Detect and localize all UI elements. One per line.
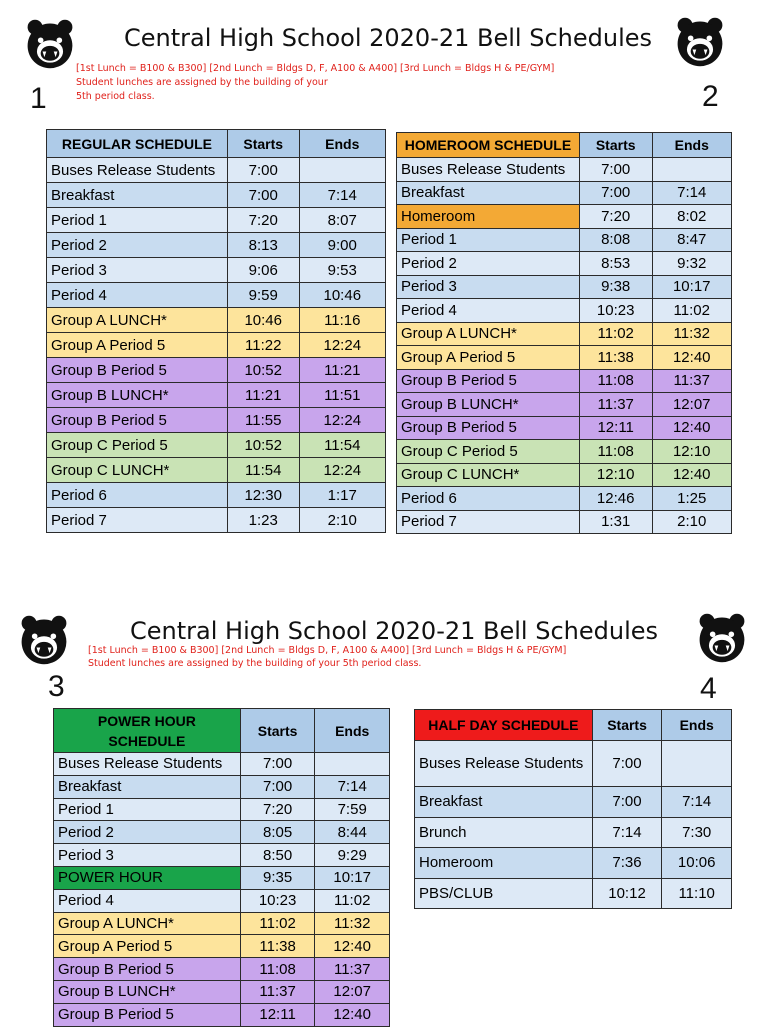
start-cell: 7:00 [592,741,662,787]
event-cell: Group A Period 5 [397,346,580,370]
event-cell: Group B Period 5 [47,358,228,383]
regular-schedule-table [46,129,386,533]
event-cell: Group A LUNCH* [47,308,228,333]
table-row [415,787,732,818]
table-row [397,158,732,182]
end-cell: 2:10 [299,508,385,533]
end-cell: 7:59 [315,798,390,821]
table-row [415,817,732,848]
event-cell: Period 1 [54,798,241,821]
event-cell: Group B Period 5 [397,416,580,440]
end-cell: 7:14 [652,181,732,205]
end-cell: 1:25 [652,487,732,511]
end-cell: 12:24 [299,408,385,433]
table-row [54,821,390,844]
start-cell: 11:22 [227,333,299,358]
event-cell: Period 3 [397,275,580,299]
start-cell: 11:38 [579,346,652,370]
end-cell: 9:32 [652,252,732,276]
end-cell: 7:14 [315,775,390,798]
end-cell: 9:29 [315,844,390,867]
end-cell: 12:07 [315,980,390,1003]
start-cell: 8:13 [227,233,299,258]
end-cell: 11:51 [299,383,385,408]
lunch-note: [1st Lunch = B100 & B300] [2nd Lunch = Bldgs D, F, A100 & A400] [3rd Lunch = Bldgs H & PE/GYM] [76,63,555,74]
event-cell: Period 1 [397,228,580,252]
table-row [54,912,390,935]
start-cell: 8:53 [579,252,652,276]
end-cell: 11:37 [652,369,732,393]
table-row [47,258,386,283]
table-row [47,483,386,508]
end-cell: 11:32 [315,912,390,935]
page-title: Central High School 2020-21 Bell Schedules [124,24,652,52]
end-cell: 7:14 [299,183,385,208]
table-row [54,980,390,1003]
end-cell: 12:07 [652,393,732,417]
table-row [47,508,386,533]
event-cell: Breakfast [54,775,241,798]
table-row [47,183,386,208]
start-cell: 12:30 [227,483,299,508]
event-cell: Period 4 [47,283,228,308]
lunch-note: Student lunches are assigned by the building of your 5th period class. [88,658,422,669]
event-cell: Group B LUNCH* [397,393,580,417]
event-cell: Period 4 [54,889,241,912]
start-cell: 7:00 [240,775,315,798]
start-cell: 8:08 [579,228,652,252]
schedule-number: 3 [48,670,65,703]
homeroom-schedule-table [396,132,732,534]
end-cell: 7:30 [662,817,732,848]
end-cell: 12:40 [315,1003,390,1026]
table-row [397,275,732,299]
event-cell: Breakfast [397,181,580,205]
end-cell: 10:06 [662,848,732,879]
start-cell: 7:00 [227,158,299,183]
event-cell: Buses Release Students [397,158,580,182]
event-cell: Group A Period 5 [47,333,228,358]
ends-header: Ends [652,133,732,158]
start-cell: 1:31 [579,510,652,534]
start-cell: 11:21 [227,383,299,408]
event-cell: POWER HOUR [54,866,241,889]
table-row [415,878,732,909]
table-row [54,935,390,958]
table-row [47,283,386,308]
end-cell: 11:10 [662,878,732,909]
end-cell: 10:17 [315,866,390,889]
table-row [415,848,732,879]
end-cell: 11:02 [315,889,390,912]
end-cell: 12:40 [315,935,390,958]
start-cell: 9:35 [240,866,315,889]
table-row [47,458,386,483]
bear-mascot-icon [672,14,728,70]
start-cell: 11:02 [240,912,315,935]
table-title: REGULAR SCHEDULE [47,130,228,158]
event-cell: Period 3 [54,844,241,867]
end-cell: 12:40 [652,346,732,370]
end-cell: 8:44 [315,821,390,844]
start-cell: 9:59 [227,283,299,308]
table-row [47,233,386,258]
start-cell: 10:12 [592,878,662,909]
start-cell: 7:00 [240,753,315,776]
table-row [397,416,732,440]
schedule-number: 2 [702,80,719,113]
start-cell: 7:20 [227,208,299,233]
table-header-row [47,130,386,158]
end-cell: 12:24 [299,333,385,358]
table-row [54,1003,390,1026]
bear-mascot-icon [22,16,78,72]
start-cell: 10:23 [240,889,315,912]
table-row [397,487,732,511]
event-cell: Group A LUNCH* [397,322,580,346]
table-row [47,308,386,333]
table-row [47,158,386,183]
table-row [397,510,732,534]
table-row [47,433,386,458]
end-cell: 12:40 [652,416,732,440]
end-cell: 11:37 [315,958,390,981]
start-cell: 7:20 [579,205,652,229]
lunch-note: [1st Lunch = B100 & B300] [2nd Lunch = Bldgs D, F, A100 & A400] [3rd Lunch = Bldgs H & PE/GYM] [88,645,567,656]
event-cell: Period 6 [47,483,228,508]
table-row [54,798,390,821]
end-cell: 11:32 [652,322,732,346]
table-row [47,333,386,358]
start-cell: 9:38 [579,275,652,299]
table-row [47,383,386,408]
ends-header: Ends [315,709,390,753]
end-cell: 8:47 [652,228,732,252]
start-cell: 11:02 [579,322,652,346]
start-cell: 11:38 [240,935,315,958]
lunch-note: Student lunches are assigned by the building of your [76,77,328,88]
start-cell: 8:50 [240,844,315,867]
starts-header: Starts [579,133,652,158]
end-cell [315,753,390,776]
event-cell: Group B LUNCH* [47,383,228,408]
ends-header: Ends [662,710,732,741]
lunch-note: 5th period class. [76,91,155,102]
schedule-number: 1 [30,82,47,115]
table-row [54,958,390,981]
event-cell: Period 7 [47,508,228,533]
end-cell [652,158,732,182]
start-cell: 11:08 [240,958,315,981]
event-cell: Group B Period 5 [54,958,241,981]
table-row [54,775,390,798]
event-cell: Buses Release Students [415,741,593,787]
table-row [47,208,386,233]
ends-header: Ends [299,130,385,158]
bear-mascot-icon [694,610,750,666]
table-row [397,393,732,417]
starts-header: Starts [227,130,299,158]
table-row [397,181,732,205]
start-cell: 10:23 [579,299,652,323]
event-cell: Group B LUNCH* [54,980,241,1003]
table-row [397,369,732,393]
event-cell: PBS/CLUB [415,878,593,909]
start-cell: 12:11 [240,1003,315,1026]
table-row [54,866,390,889]
end-cell: 12:24 [299,458,385,483]
start-cell: 12:10 [579,463,652,487]
event-cell: Group A Period 5 [54,935,241,958]
table-header-row [54,709,390,753]
event-cell: Group B Period 5 [397,369,580,393]
end-cell: 12:40 [652,463,732,487]
start-cell: 7:00 [579,181,652,205]
start-cell: 7:20 [240,798,315,821]
end-cell: 9:00 [299,233,385,258]
start-cell: 11:54 [227,458,299,483]
start-cell: 7:00 [579,158,652,182]
table-row [54,889,390,912]
event-cell: Group C LUNCH* [397,463,580,487]
start-cell: 10:52 [227,433,299,458]
end-cell: 11:54 [299,433,385,458]
table-row [47,358,386,383]
event-cell: Breakfast [47,183,228,208]
event-cell: Brunch [415,817,593,848]
event-cell: Period 2 [47,233,228,258]
event-cell: Period 2 [397,252,580,276]
start-cell: 11:55 [227,408,299,433]
start-cell: 11:08 [579,440,652,464]
start-cell: 8:05 [240,821,315,844]
end-cell: 12:10 [652,440,732,464]
table-row [397,299,732,323]
end-cell: 9:53 [299,258,385,283]
event-cell: Buses Release Students [47,158,228,183]
event-cell: Period 6 [397,487,580,511]
schedule-number: 4 [700,672,717,705]
starts-header: Starts [592,710,662,741]
start-cell: 11:37 [240,980,315,1003]
end-cell: 7:14 [662,787,732,818]
end-cell [662,741,732,787]
event-cell: Period 2 [54,821,241,844]
end-cell: 11:21 [299,358,385,383]
table-header-row [397,133,732,158]
power-hour-schedule-table [53,708,390,1027]
event-cell: Buses Release Students [54,753,241,776]
start-cell: 10:46 [227,308,299,333]
event-cell: Homeroom [415,848,593,879]
end-cell: 11:02 [652,299,732,323]
table-title: POWER HOUR SCHEDULE [54,709,241,753]
start-cell: 10:52 [227,358,299,383]
table-header-row [415,710,732,741]
start-cell: 11:08 [579,369,652,393]
start-cell: 7:00 [227,183,299,208]
table-row [54,844,390,867]
end-cell: 11:16 [299,308,385,333]
event-cell: Period 4 [397,299,580,323]
event-cell: Homeroom [397,205,580,229]
table-row [47,408,386,433]
half-day-schedule-table [414,709,732,909]
table-row [397,463,732,487]
start-cell: 9:06 [227,258,299,283]
event-cell: Group A LUNCH* [54,912,241,935]
table-row [397,322,732,346]
end-cell: 8:07 [299,208,385,233]
event-cell: Period 1 [47,208,228,233]
table-row [397,346,732,370]
event-cell: Breakfast [415,787,593,818]
event-cell: Group C LUNCH* [47,458,228,483]
page-title: Central High School 2020-21 Bell Schedules [130,617,658,645]
table-row [54,753,390,776]
event-cell: Group C Period 5 [397,440,580,464]
start-cell: 7:00 [592,787,662,818]
bear-mascot-icon [16,612,72,668]
starts-header: Starts [240,709,315,753]
table-title: HOMEROOM SCHEDULE [397,133,580,158]
end-cell [299,158,385,183]
table-row [397,252,732,276]
table-title: HALF DAY SCHEDULE [415,710,593,741]
start-cell: 7:14 [592,817,662,848]
event-cell: Group B Period 5 [47,408,228,433]
table-row [397,205,732,229]
end-cell: 10:46 [299,283,385,308]
event-cell: Group B Period 5 [54,1003,241,1026]
end-cell: 8:02 [652,205,732,229]
event-cell: Period 7 [397,510,580,534]
start-cell: 11:37 [579,393,652,417]
start-cell: 12:46 [579,487,652,511]
start-cell: 12:11 [579,416,652,440]
start-cell: 1:23 [227,508,299,533]
event-cell: Period 3 [47,258,228,283]
end-cell: 10:17 [652,275,732,299]
end-cell: 2:10 [652,510,732,534]
end-cell: 1:17 [299,483,385,508]
start-cell: 7:36 [592,848,662,879]
table-row [415,741,732,787]
event-cell: Group C Period 5 [47,433,228,458]
table-row [397,440,732,464]
table-row [397,228,732,252]
